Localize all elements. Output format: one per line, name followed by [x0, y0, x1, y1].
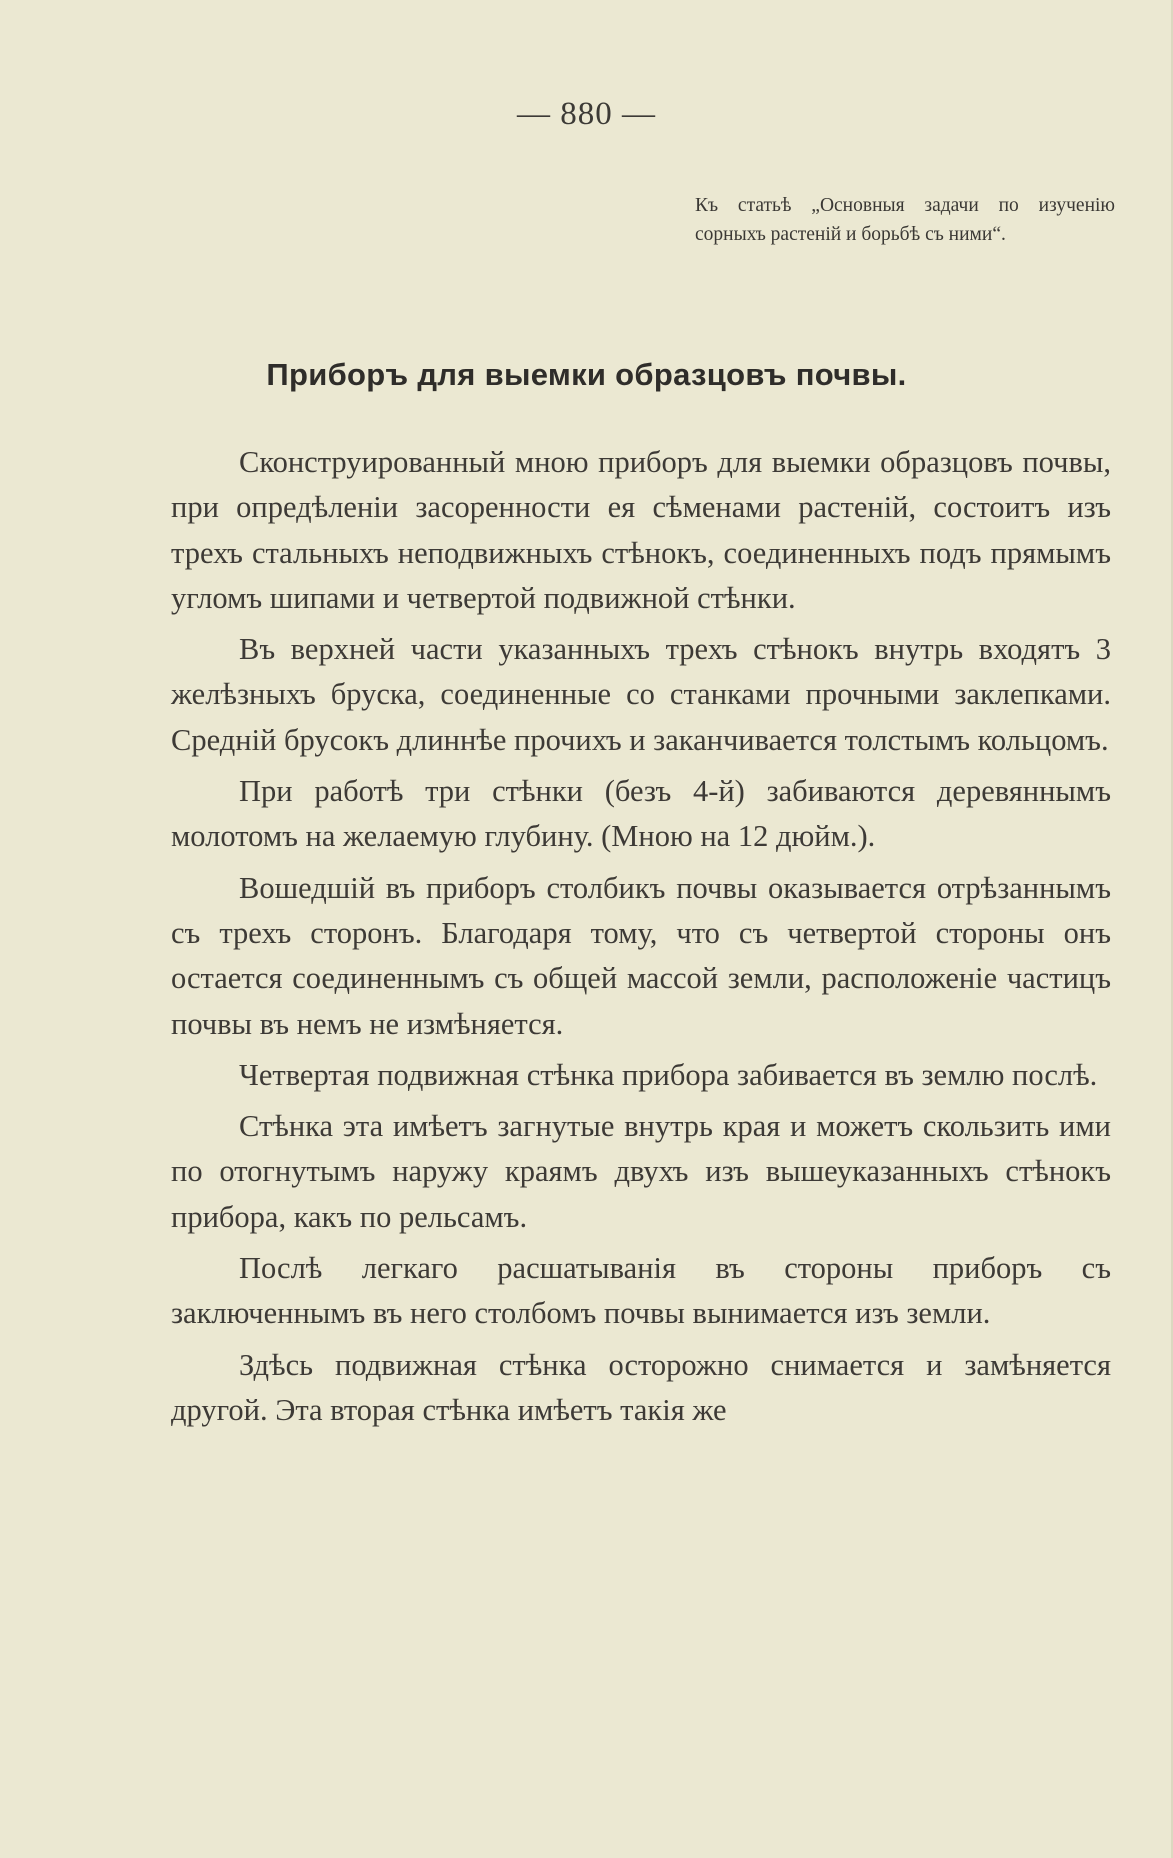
- paragraph: Сконструированный мною приборъ для выемки образцовъ почвы, при опредѣленіи засоренности ея сѣменами растеній, состоитъ изъ трехъ стальныхъ неподвижныхъ стѣнокъ, соединенныхъ подъ прямымъ угломъ шипами и четвертой подвижной стѣнки.: [171, 445, 1111, 615]
- body-text: [171, 440, 1111, 1439]
- paragraph: Въ верхней части указанныхъ трехъ стѣнокъ внутрь входятъ 3 желѣзныхъ бруска, соединенные со станками прочными заклепками. Среднiй брусокъ длиннѣе прочихъ и заканчивается толстымъ кольцомъ.: [171, 632, 1111, 757]
- note-text: Къ статьѣ „Основныя задачи по изученію сорныхъ растеній и борьбѣ съ ними“.: [695, 195, 1115, 245]
- paragraph: При работѣ три стѣнки (безъ 4-й) забиваются деревяннымъ молотомъ на желаемую глубину. (Мною на 12 дюйм.).: [171, 774, 1111, 854]
- page-number: — 880 —: [517, 96, 656, 132]
- paragraph: Послѣ легкаго расшатыванія въ стороны приборъ съ заключеннымъ въ него столбомъ почвы вынимается изъ земли.: [171, 1251, 1111, 1331]
- paragraph: Здѣсь подвижная стѣнка осторожно снимается и замѣняется другой. Эта вторая стѣнка имѣетъ такія же: [171, 1347, 1111, 1427]
- paragraph: Вошедшій въ приборъ столбикъ почвы оказывается отрѣзаннымъ съ трехъ сторонъ. Благодаря тому, что съ четвертой стороны онъ остается соединеннымъ съ общей массой земли, расположеніе частицъ почвы въ немъ не измѣняется.: [171, 870, 1111, 1041]
- paragraph: Четвертая подвижная стѣнка прибора забивается въ землю послѣ.: [239, 1057, 1098, 1092]
- section-heading: Приборъ для выемки образцовъ почвы.: [266, 357, 907, 392]
- article-reference-note: [695, 191, 1115, 249]
- paragraph: Стѣнка эта имѣетъ загнутые внутрь края и можетъ скользить ими по отогнутымъ наружу краямъ двухъ изъ вышеуказанныхъ стѣнокъ прибора, какъ по рельсамъ.: [171, 1109, 1111, 1234]
